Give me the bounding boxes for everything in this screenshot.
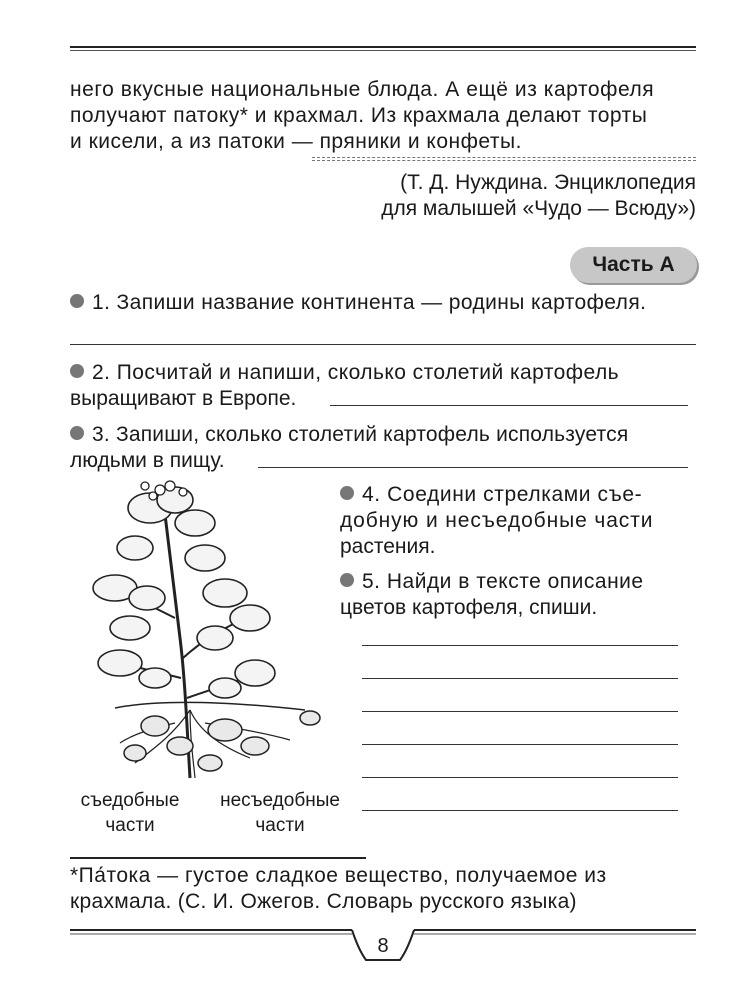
intro-line-1: него вкусные национальные блюда. А ещё из картофеля [70,78,655,101]
answer-line-5b[interactable] [362,678,678,679]
task-4-line-3: растения. [340,535,436,558]
task-3-line-1 [70,422,628,448]
answer-line-5f[interactable] [362,810,678,811]
bullet-icon [340,486,354,500]
task-2-text-1: 2. Посчитай и напиши, сколько столетий картофель [92,361,620,384]
bullet-icon [340,573,354,587]
task-1 [70,290,646,316]
source-line-1: (Т. Д. Нуждина. Энциклопедия [400,171,696,194]
source-line-2: для малышей «Чудо — Всюду») [381,197,696,220]
answer-line-1[interactable] [70,344,696,345]
footnote-line-1: *Па́тока — густое сладкое вещество, получаемое из [70,864,607,887]
intro-line-3: и кисели, а из патоки — пряники и конфеты. [70,130,522,153]
section-badge: Часть А [570,247,697,283]
task-3-line-2: людьми в пищу. [70,449,225,472]
inedible-label-line-1: несъедобные [220,790,340,811]
task-4-text-1: 4. Соедини стрелками съе- [362,483,643,506]
answer-line-2[interactable] [330,405,688,406]
task-4-line-2: добную и несъедобные части [340,509,654,532]
task-2-line-1 [70,360,619,386]
answer-line-5e[interactable] [362,777,678,778]
inedible-label-line-2: части [255,815,305,836]
answer-line-3[interactable] [258,467,688,468]
intro-end-rule [312,157,696,161]
answer-line-5d[interactable] [362,744,678,745]
task-2-line-2: выращивают в Европе. [70,387,297,410]
source-citation [381,170,696,222]
edible-label-line-2: части [105,815,155,836]
task-4-line-1 [340,482,642,508]
intro-line-2: получают патоку* и крахмал. Из крахмала делают торты [70,104,648,127]
task-5-line-1 [340,569,644,595]
inedible-parts-label [206,788,354,838]
edible-parts-label [70,788,190,838]
task-5-line-2: цветов картофеля, спиши. [340,596,598,619]
footnote-rule [70,857,366,859]
answer-line-5c[interactable] [362,711,678,712]
bullet-icon [70,426,84,440]
top-rule [70,46,696,51]
answer-line-5a[interactable] [362,645,678,646]
potato-plant-illustration [75,478,335,783]
bullet-icon [70,364,84,378]
task-5-text-1: 5. Найди в тексте описание [362,570,644,593]
bullet-icon [70,294,84,308]
page-number: 8 [377,935,389,957]
task-1-text: 1. Запиши название континента — родины картофеля. [92,291,647,314]
edible-label-line-1: съедобные [80,790,180,811]
footnote-line-2: крахмала. (С. И. Ожегов. Словарь русского языка) [70,890,577,913]
task-3-text-1: 3. Запиши, сколько столетий картофель используется [92,423,629,446]
